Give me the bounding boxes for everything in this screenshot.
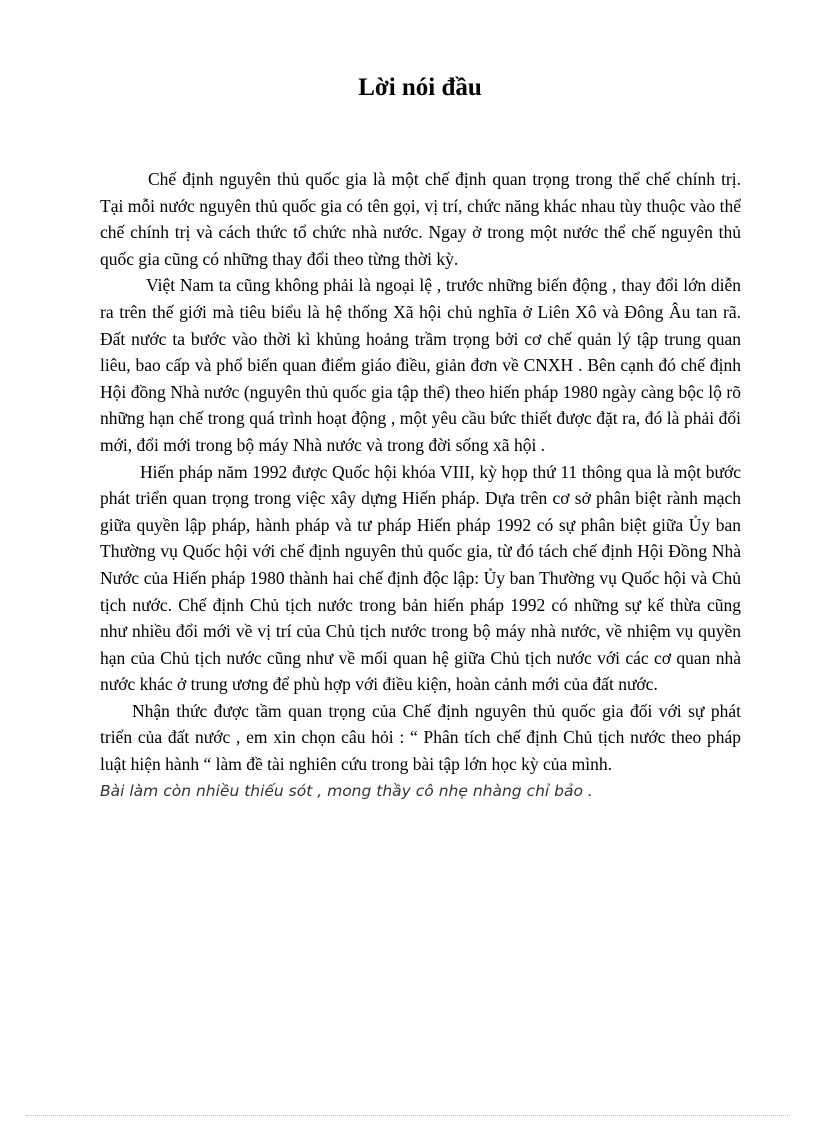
document-body — [100, 166, 741, 804]
page-title: Lời nói đầu — [358, 74, 482, 101]
page-bottom-border — [26, 1115, 790, 1116]
paragraph-4: Nhận thức được tầm quan trọng của Chế định nguyên thủ quốc gia đối với sự phát triển của đất nước , em xin chọn câu hỏi : “ Phân tích chế định Chủ tịch nước theo pháp luật hiện hành “ làm đề tài nghiên cứu trong bài tập lớn học kỳ của mình. — [100, 700, 741, 775]
paragraph-2: Việt Nam ta cũng không phải là ngoại lệ , trước những biến động , thay đổi lớn diễn ra trên thế giới mà tiêu biểu là hệ thống Xã hội chủ nghĩa ở Liên Xô và Đông Âu tan rã. Đất nước ta bước vào thời kì khủng hoảng trầm trọng bởi cơ chế quản lý tập trung quan liêu, bao cấp và phổ biến quan điểm giáo điều, giản đơn về CNXH . Bên cạnh đó chế định Hội đồng Nhà nước (nguyên thủ quốc gia tập thể) theo hiến pháp 1980 ngày càng bộc lộ rõ những hạn chế trong quá trình hoạt động , một yêu cầu bức thiết được đặt ra, đó là phải đổi mới, đổi mới trong bộ máy Nhà nước và trong đời sống xã hội . — [100, 275, 741, 455]
paragraph-3: Hiến pháp năm 1992 được Quốc hội khóa VIII, kỳ họp thứ 11 thông qua là một bước phát triển quan trọng trong việc xây dựng Hiến pháp. Dựa trên cơ sở phân biệt rành mạch giữa quyền lập pháp, hành pháp và tư pháp Hiến pháp 1992 có sự phân biệt giữa Ủy ban Thường vụ Quốc hội với chế định nguyên thủ quốc gia, từ đó tách chế định Hội Đồng Nhà Nước của Hiến pháp 1980 thành hai chế định độc lập: Ủy ban Thường vụ Quốc hội và Chủ tịch nước. Chế định Chủ tịch nước trong bản hiến pháp 1992 có những sự kế thừa cũng như nhiều đổi mới về vị trí của Chủ tịch nước trong bộ máy nhà nước, về nhiệm vụ quyền hạn của Chủ tịch nước cũng như về mối quan hệ giữa Chủ tịch nước với các cơ quan nhà nước khác ở trung ương để phù hợp với điều kiện, hoàn cảnh mới của đất nước. — [100, 461, 741, 695]
closing-note: Bài làm còn nhiều thiếu sót , mong thầy cô nhẹ nhàng chỉ bảo . — [100, 781, 593, 800]
paragraph-1: Chế định nguyên thủ quốc gia là một chế định quan trọng trong thể chế chính trị. Tại mỗi nước nguyên thủ quốc gia có tên gọi, vị trí, chức năng khác nhau tùy thuộc vào thể chế chính trị và cách thức tổ chức nhà nước. Ngay ở trong một nước thể chế nguyên thủ quốc gia cũng có những thay đổi theo từng thời kỳ. — [100, 169, 741, 269]
